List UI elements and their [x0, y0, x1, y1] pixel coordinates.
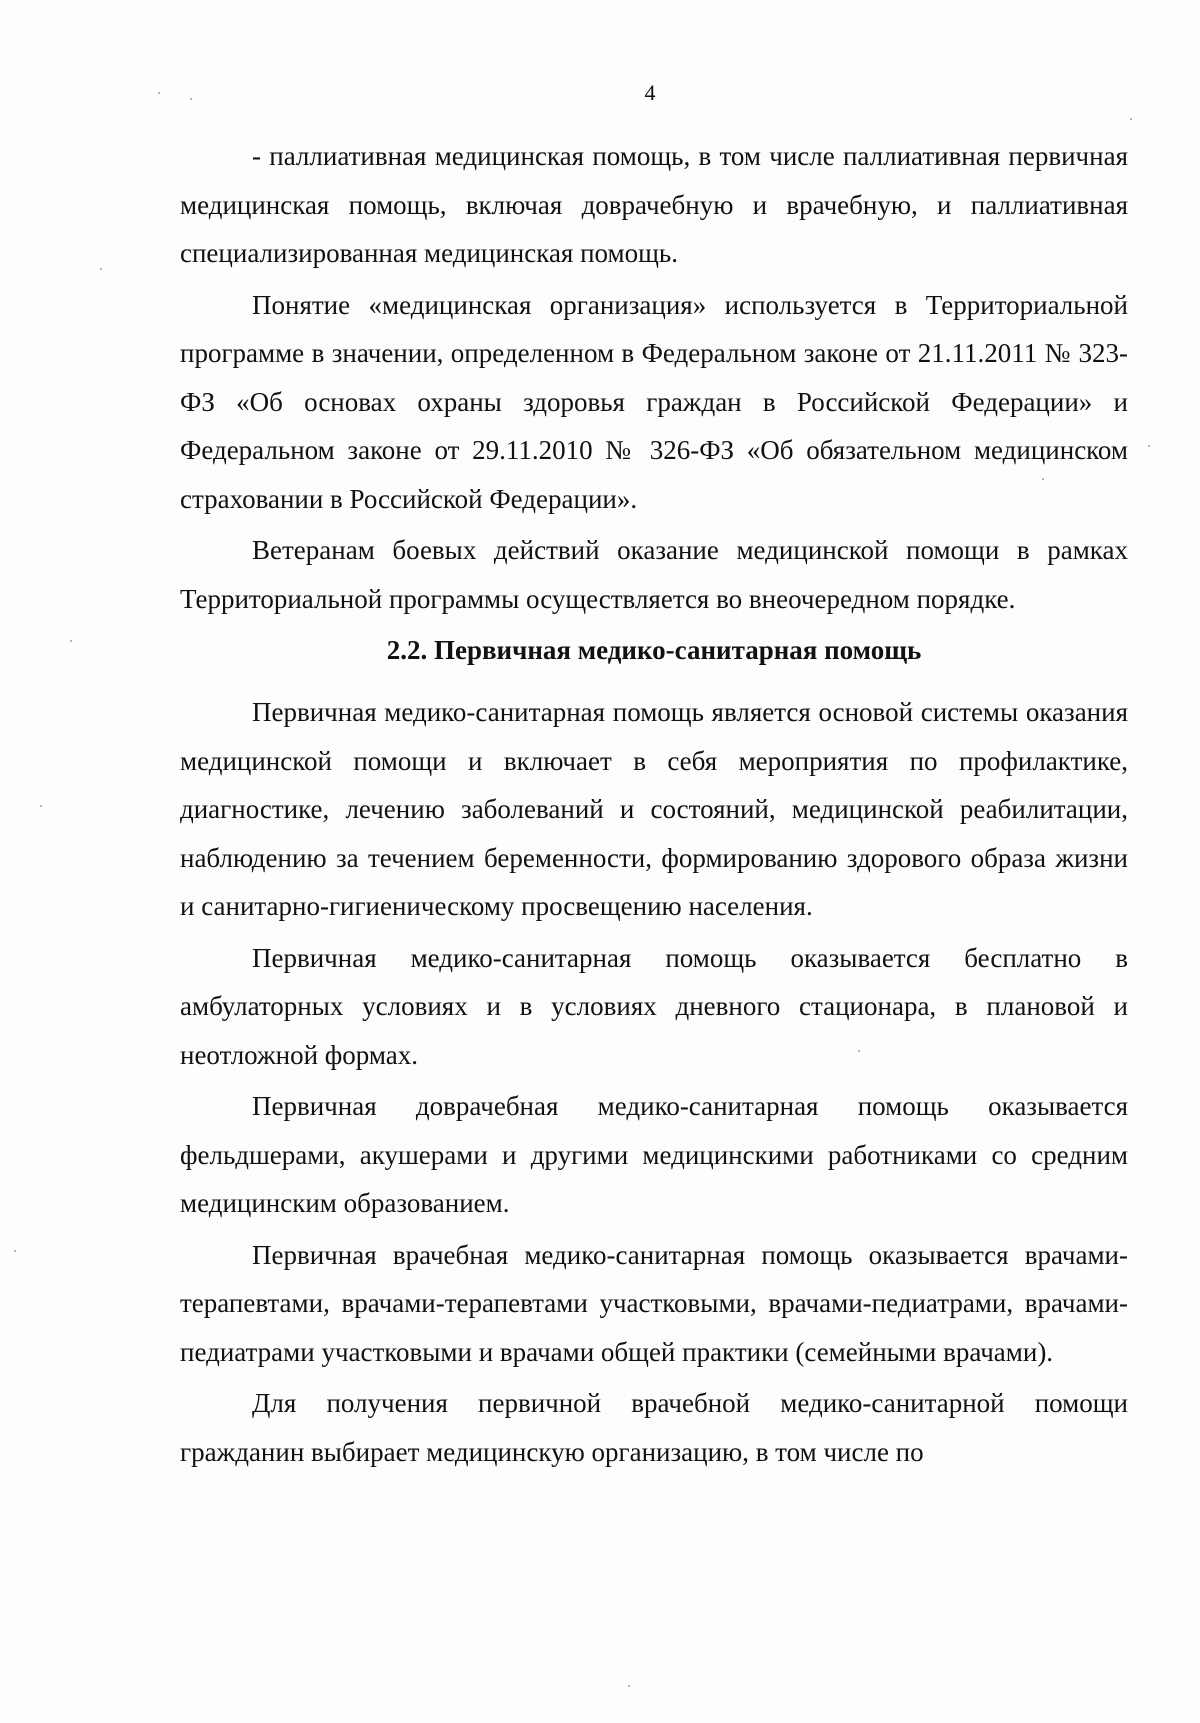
paragraph-physician-care: Первичная врачебная медико-санитарная помощь оказывается врачами-терапевтами, врачами-терапевтами участковыми, врачами-педиатрами, врачами-педиатрами участковыми и врачами общей практики (семейными врачами).	[180, 1239, 1128, 1367]
paragraph-primary-care-free: Первичная медико-санитарная помощь оказывается бесплатно в амбулаторных условиях и в условиях дневного стационара, в плановой и неотложной формах.	[180, 942, 1128, 1070]
paragraph-primary-care-basis: Первичная медико-санитарная помощь является основой системы оказания медицинской помощи и включает в себя мероприятия по профилактике, диагностике, лечению заболеваний и состояний, медицинской реабилитации, наблюдению за течением беременности, формированию здорового образа жизни и санитарно-гигиеническому просвещению населения.	[180, 697, 1128, 921]
scan-speck	[14, 1250, 16, 1252]
page-number: 4	[644, 80, 656, 105]
scan-speck	[1130, 118, 1132, 120]
scan-speck	[158, 92, 160, 94]
scan-speck	[1042, 478, 1044, 480]
scan-speck	[628, 1685, 630, 1687]
paragraph-combat-veterans: Ветеранам боевых действий оказание медицинской помощи в рамках Территориальной программы осуществляется во внеочередном порядке.	[180, 535, 1128, 614]
scan-speck	[40, 805, 42, 807]
scan-speck	[70, 640, 72, 642]
document-body	[180, 132, 1128, 1479]
scan-speck	[190, 98, 192, 100]
scan-speck	[1148, 445, 1150, 447]
paragraph-choosing-organization: Для получения первичной врачебной медико-санитарной помощи гражданин выбирает медицинскую организацию, в том числе по	[180, 1388, 1128, 1467]
paragraph-palliative-care: - паллиативная медицинская помощь, в том числе паллиативная первичная медицинская помощь, включая доврачебную и врачебную, и паллиативная специализированная медицинская помощь.	[180, 141, 1128, 268]
scan-speck	[100, 268, 102, 270]
section-heading: 2.2. Первичная медико-санитарная помощь	[386, 635, 922, 665]
scan-speck	[858, 1050, 860, 1052]
paragraph-medical-organization-definition: Понятие «медицинская организация» используется в Территориальной программе в значении, определенном в Федеральном законе от 21.11.2011 № 323-ФЗ «Об основах охраны здоровья граждан в Российской Федерации» и Федеральном законе от 29.11.2010 № 326-ФЗ «Об обязательном медицинском страховании в Российской Федерации».	[180, 289, 1128, 514]
paragraph-pre-physician-care: Первичная доврачебная медико-санитарная помощь оказывается фельдшерами, акушерами и другими медицинскими работниками со средним медицинским образованием.	[180, 1091, 1128, 1218]
